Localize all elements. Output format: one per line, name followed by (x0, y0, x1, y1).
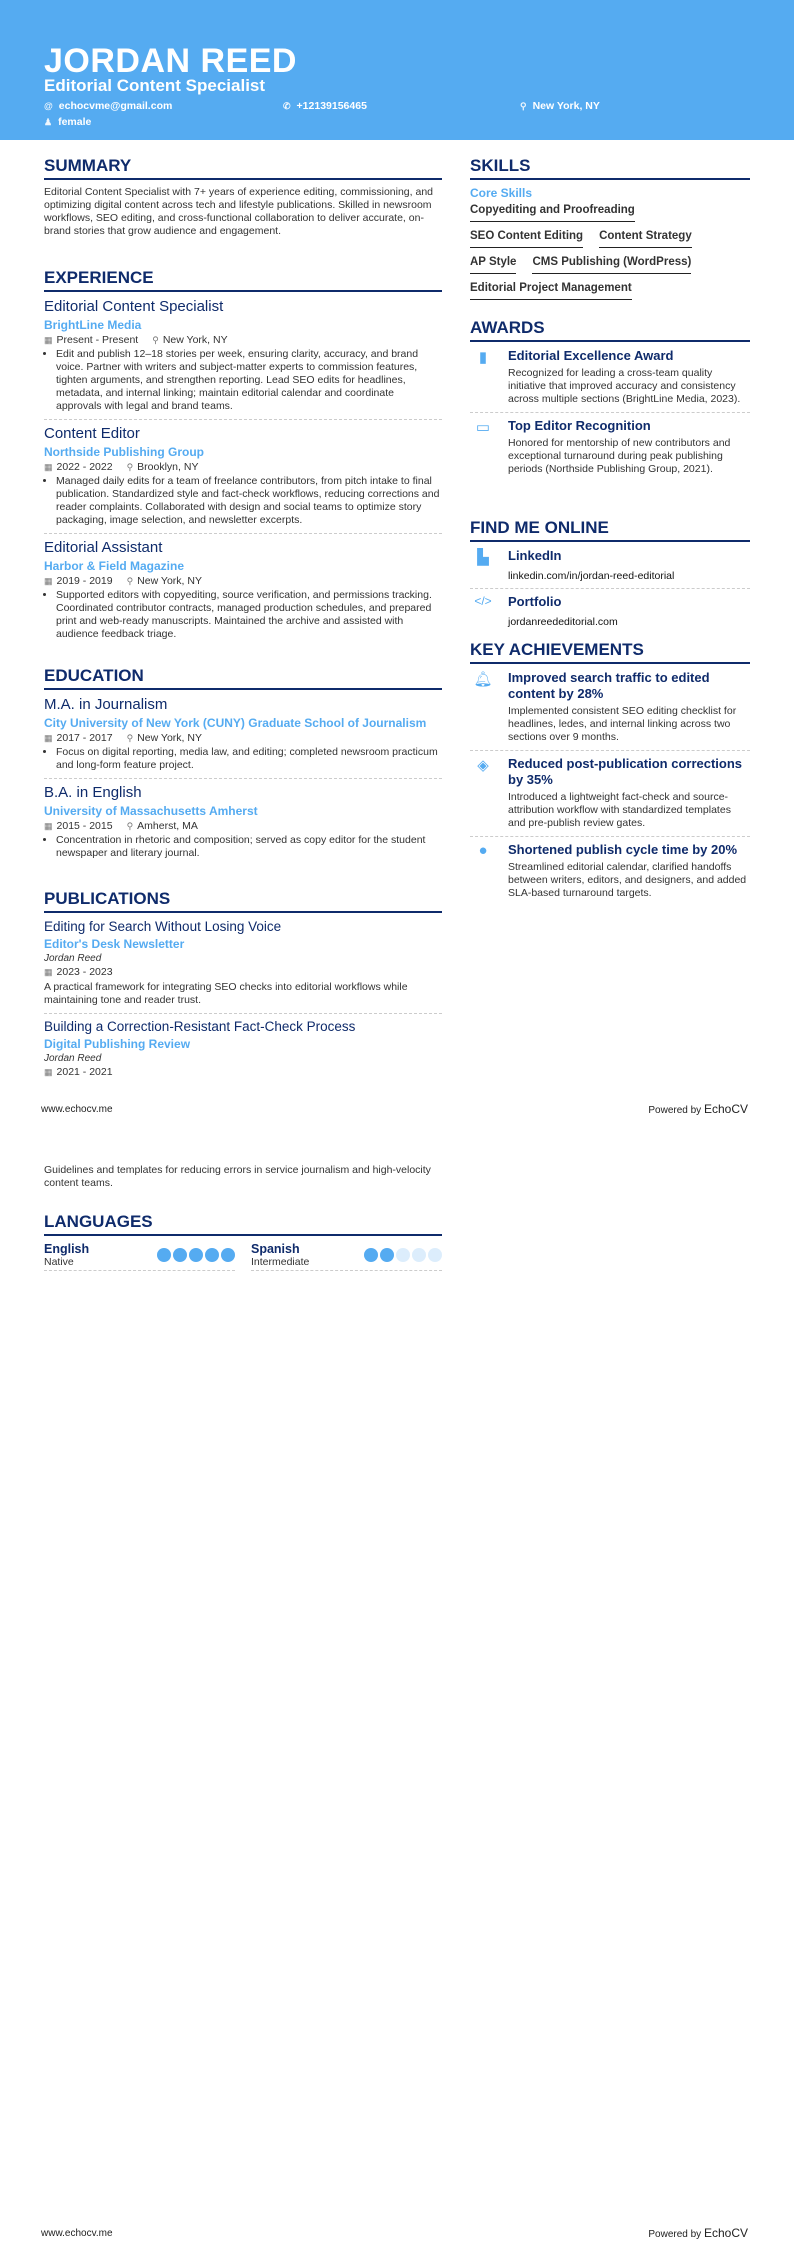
company: Harbor & Field Magazine (44, 559, 185, 573)
calendar-icon: ▦ (44, 821, 53, 831)
award-title: Top Editor Recognition (508, 418, 651, 433)
calendar-icon: ▦ (44, 967, 53, 977)
footer-site[interactable]: www.echocv.me (41, 2228, 113, 2239)
divider (470, 588, 750, 589)
language-level: Native (44, 1256, 74, 1268)
education-item (44, 784, 442, 860)
code-icon: </> (474, 594, 492, 608)
award-item (470, 348, 750, 406)
online-section (470, 518, 750, 628)
skill-tag: Copyediting and Proofreading (470, 204, 635, 222)
divider (44, 419, 442, 420)
section-heading: EDUCATION (44, 666, 442, 690)
rating-dot-filled (205, 1248, 219, 1262)
publication-desc: A practical framework for integrating SEO checks into editorial workflows while maintaining tone and reader trust. (44, 981, 408, 1006)
achievement-title: Improved search traffic to edited content by 28% (508, 670, 710, 701)
achievement-desc: Streamlined editorial calendar, clarified handoffs between writers, editors, and designers, and added SLA-based turnaround targets. (508, 861, 747, 899)
publication-desc-continued (44, 1164, 442, 1190)
header (0, 0, 794, 140)
experience-item (44, 298, 442, 413)
online-label: LinkedIn (508, 548, 562, 563)
map-pin-icon: ⚲ (126, 576, 134, 586)
experience-item (44, 425, 442, 527)
education-item (44, 696, 442, 772)
publication-desc: Guidelines and templates for reducing errors in service journalism and high-velocity content teams. (44, 1164, 431, 1189)
skill-tag: Content Strategy (599, 230, 692, 248)
summary-section (44, 156, 442, 238)
chat-icon: ● (478, 842, 488, 859)
online-url[interactable]: linkedin.com/in/jordan-reed-editorial (508, 570, 675, 582)
section-heading: KEY ACHIEVEMENTS (470, 640, 750, 664)
online-url[interactable]: jordanreededitorial.com (508, 616, 618, 628)
email-text: echocvme@gmail.com (58, 100, 173, 112)
location-contact (520, 100, 600, 112)
brand: EchoCV (703, 1102, 748, 1116)
map-pin-icon: ⚲ (126, 821, 134, 831)
divider (470, 750, 750, 751)
publications-section (44, 889, 442, 1078)
calendar-icon: ▦ (44, 335, 53, 345)
skill-category: Core Skills (470, 186, 533, 200)
award-desc: Recognized for leading a cross-team quality initiative that improved accuracy and consistency across multiple sections (BrightLine Media, 2023). (508, 367, 741, 405)
section-heading: SKILLS (470, 156, 750, 180)
bullet: • Supported editors with copyediting, source verification, and permissions tracking. Coordinated contributor contracts, managed production schedules, and prepared print and web-ready manuscripts. Maintained the archive and assisted with audience feedback triage. (56, 589, 442, 641)
calendar-icon: ▦ (44, 1067, 53, 1077)
school: University of Massachusetts Amherst (44, 804, 258, 818)
calendar-icon: ▦ (44, 733, 53, 743)
author: Jordan Reed (44, 953, 102, 964)
footer-powered (648, 1102, 748, 1116)
bullet: • Focus on digital reporting, media law, and editing; completed newsroom practicum and long-form feature project. (56, 746, 442, 772)
phone-icon: ✆ (283, 100, 291, 111)
clipboard-icon: ▮ (478, 349, 488, 366)
section-heading: EXPERIENCE (44, 268, 442, 292)
bell-icon: 🔔︎ (473, 671, 493, 688)
language-name: English (44, 1242, 90, 1256)
rating-dot-filled (221, 1248, 235, 1262)
school: City University of New York (CUNY) Graduate School of Journalism (44, 716, 427, 730)
gender-text: female (58, 116, 92, 128)
award-item (470, 418, 750, 476)
degree: M.A. in Journalism (44, 696, 168, 713)
divider (44, 533, 442, 534)
rating-dot-filled (380, 1248, 394, 1262)
rating-dot-empty (396, 1248, 410, 1262)
experience-section (44, 268, 442, 641)
skill-tag: AP Style (470, 256, 516, 274)
job-title: Content Editor (44, 425, 140, 442)
dates: 2017 - 2017 (56, 732, 113, 744)
code-square-icon: ◈ (477, 757, 489, 774)
section-heading: SUMMARY (44, 156, 442, 180)
dates: 2021 - 2021 (56, 1066, 113, 1078)
skill-tag: Editorial Project Management (470, 282, 632, 300)
languages-section (44, 1212, 442, 1271)
rating-dot-empty (428, 1248, 442, 1262)
person-icon: ♟ (44, 116, 53, 127)
dates: 2015 - 2015 (56, 820, 113, 832)
achievement-item (470, 670, 750, 744)
location: New York, NY (137, 575, 202, 587)
divider (470, 836, 750, 837)
language-item (44, 1242, 235, 1271)
dates: Present - Present (56, 334, 139, 346)
phone-contact[interactable] (283, 100, 367, 112)
calendar-icon: ▦ (44, 576, 53, 586)
rating-dot-filled (173, 1248, 187, 1262)
experience-item (44, 539, 442, 641)
map-pin-icon: ⚲ (126, 462, 134, 472)
skill-tag: CMS Publishing (WordPress) (532, 256, 691, 274)
powered-label: Powered by (648, 2229, 702, 2240)
powered-label: Powered by (648, 1105, 702, 1116)
section-heading: AWARDS (470, 318, 750, 342)
at-icon: @ (44, 101, 53, 111)
location-text: New York, NY (532, 100, 600, 112)
location: Brooklyn, NY (137, 461, 199, 473)
candidate-title: Editorial Content Specialist (44, 76, 266, 95)
map-pin-icon: ⚲ (126, 733, 134, 743)
publication-title: Editing for Search Without Losing Voice (44, 919, 282, 934)
education-section (44, 666, 442, 860)
bullet: • Concentration in rhetoric and composition; served as copy editor for the student newspaper and literary journal. (56, 834, 442, 860)
section-heading: FIND ME ONLINE (470, 518, 750, 542)
achievements-section (470, 640, 750, 900)
online-item[interactable] (470, 594, 750, 628)
candidate-name: JORDAN REED (44, 42, 297, 80)
achievement-desc: Implemented consistent SEO editing checklist for headlines, ledes, and internal linking across two sections over 9 months. (508, 705, 737, 743)
achievement-item (470, 756, 750, 830)
language-name: Spanish (251, 1242, 300, 1256)
company: BrightLine Media (44, 318, 142, 332)
dates: 2022 - 2022 (56, 461, 113, 473)
section-heading: LANGUAGES (44, 1212, 442, 1236)
skills-section (470, 156, 750, 308)
publication-item (44, 1019, 442, 1078)
job-title: Editorial Assistant (44, 539, 163, 556)
publication-title: Building a Correction-Resistant Fact-Check Process (44, 1019, 356, 1034)
achievement-item (470, 842, 750, 900)
location: New York, NY (137, 732, 202, 744)
email-contact[interactable] (44, 100, 172, 112)
publisher: Editor's Desk Newsletter (44, 937, 185, 951)
online-label: Portfolio (508, 594, 562, 609)
degree: B.A. in English (44, 784, 142, 801)
footer-site[interactable]: www.echocv.me (41, 1104, 113, 1115)
publisher: Digital Publishing Review (44, 1037, 191, 1051)
location: Amherst, MA (137, 820, 198, 832)
online-item[interactable] (470, 548, 750, 582)
footer-powered (648, 2226, 748, 2240)
achievement-title: Shortened publish cycle time by 20% (508, 842, 738, 857)
summary-text: Editorial Content Specialist with 7+ years of experience editing, commissioning, and optimizing digital content across tech and lifestyle publications. Skilled in newsroom workflows, SEO editing, and cross-functional collaboration to deliver accurate, on-brand stories that grow audience and engagement. (44, 186, 433, 237)
company: Northside Publishing Group (44, 445, 204, 459)
map-pin-icon: ⚲ (520, 100, 527, 111)
divider (44, 1013, 442, 1014)
bullet: • Managed daily edits for a team of freelance contributors, from pitch intake to final publication. Standardized style and fact-check workflows, reducing corrections and reader complaints. Collaborated with design and social teams to optimize story packaging, image selection, and newsletter excerpts. (56, 475, 442, 527)
language-item (251, 1242, 442, 1271)
achievement-desc: Introduced a lightweight fact-check and source-attribution workflow with standardized templates and pre-publish review gates. (508, 791, 731, 829)
phone-text: +12139156465 (296, 100, 367, 112)
calendar-icon: ▦ (44, 462, 53, 472)
publication-item (44, 919, 442, 1007)
bullet: • Edit and publish 12–18 stories per week, ensuring clarity, accuracy, and brand voice. Partner with writers and subject-matter experts to commission features, tighten arguments, and strengthen reporting. Lead SEO edits for headlines, metadata, and internal linking; maintain editorial calendar and coordinate approvals with legal and brand teams. (56, 348, 442, 413)
gender-contact (44, 116, 91, 128)
document-icon: ▙ (477, 549, 489, 566)
language-level: Intermediate (251, 1256, 310, 1268)
map-pin-icon: ⚲ (152, 335, 159, 345)
rating-dot-filled (157, 1248, 171, 1262)
divider (44, 778, 442, 779)
author: Jordan Reed (44, 1053, 102, 1064)
skill-tag: SEO Content Editing (470, 230, 583, 248)
rating-dot-empty (412, 1248, 426, 1262)
rating-dot-filled (364, 1248, 378, 1262)
dates: 2019 - 2019 (56, 575, 113, 587)
awards-section (470, 318, 750, 476)
language-rating (364, 1242, 442, 1268)
language-rating (157, 1242, 235, 1268)
dates: 2023 - 2023 (56, 966, 113, 978)
award-desc: Honored for mentorship of new contributors and exceptional turnaround during peak publishing periods (Northside Publishing Group, 2021). (508, 437, 731, 475)
section-heading: PUBLICATIONS (44, 889, 442, 913)
job-title: Editorial Content Specialist (44, 298, 224, 315)
location: New York, NY (162, 334, 228, 346)
divider (470, 412, 750, 413)
award-title: Editorial Excellence Award (508, 348, 674, 363)
brand: EchoCV (703, 2226, 748, 2240)
achievement-title: Reduced post-publication corrections by 35% (508, 756, 743, 787)
monitor-icon: ▭ (475, 419, 491, 436)
rating-dot-filled (189, 1248, 203, 1262)
